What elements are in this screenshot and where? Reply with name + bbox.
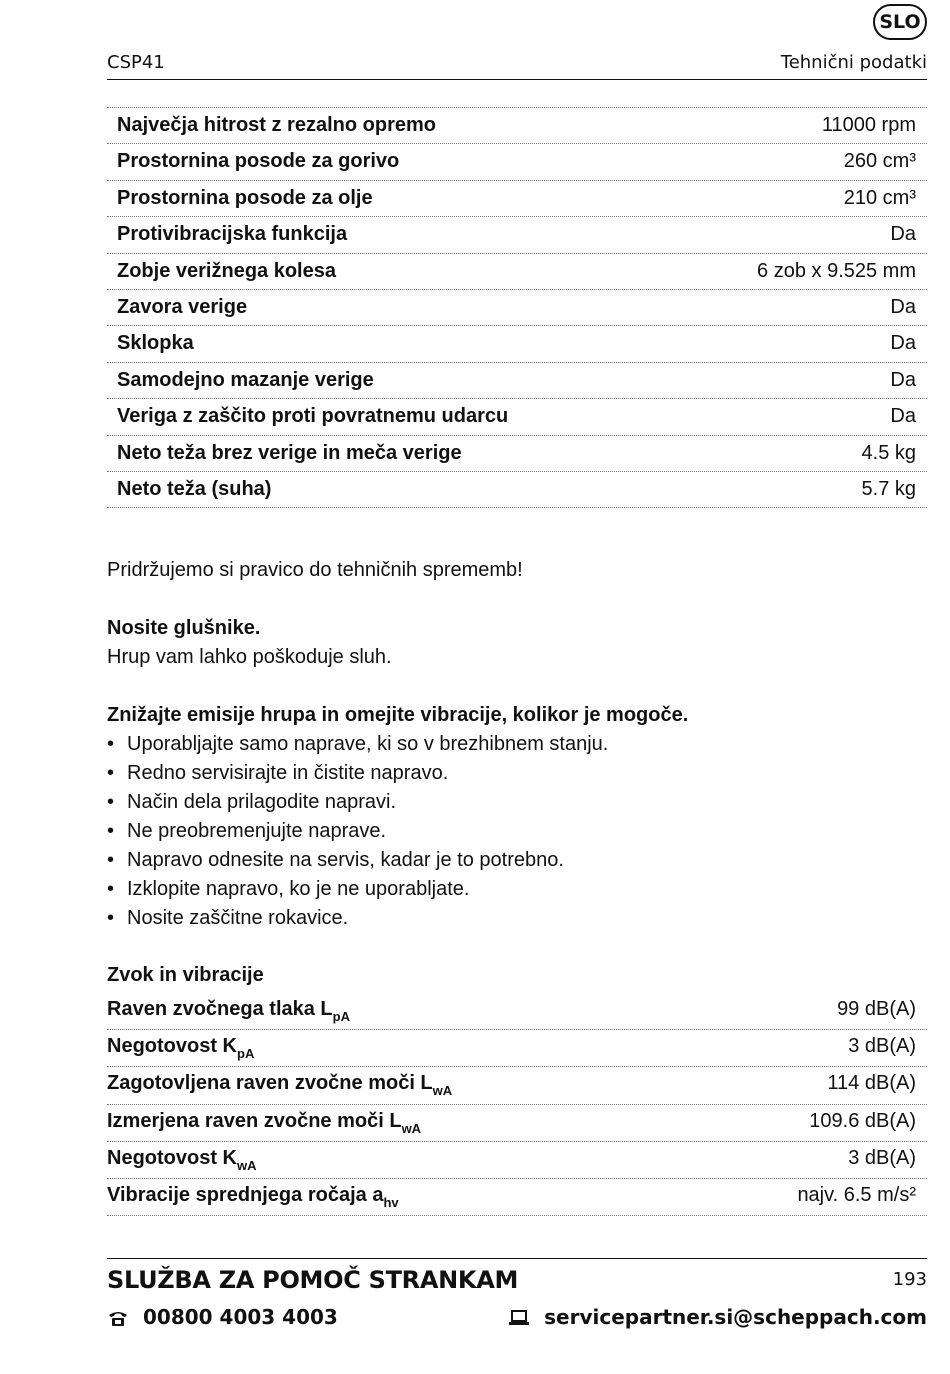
page-header [107,52,927,80]
customer-service-title: SLUŽBA ZA POMOČ STRANKAM [107,1266,519,1294]
spec-label: Prostornina posode za olje [117,186,373,209]
sound-value: 3 dB(A) [848,1035,916,1058]
sound-subscript: wA [401,1120,422,1136]
section-title: Tehnični podatki [780,52,927,73]
spec-label: Protivibracijska funkcija [117,223,348,246]
spec-row [107,399,927,435]
spec-label: Neto teža (suha) [117,477,272,500]
sound-value: najv. 6.5 m/s² [797,1183,916,1206]
spec-value: Da [890,405,916,428]
laptop-icon [508,1305,530,1329]
spec-value: 11000 rpm [821,114,916,136]
sound-label: Raven zvočnega tlaka $L_{pA}$ [107,998,350,1024]
email-contact[interactable] [508,1305,927,1329]
spec-row [107,326,927,362]
language-badge: SLO [873,4,927,40]
sound-value: 114 dB(A) [827,1072,916,1095]
email-address: servicepartner.si@scheppach.com [544,1305,927,1329]
ear-protection-heading: Nosite glušnike. [107,617,261,639]
sound-value: 99 dB(A) [837,998,916,1020]
sound-subscript: pA [237,1046,255,1062]
sound-subscript: wA [237,1157,257,1173]
spec-label: Samodejno mazanje verige [117,368,374,391]
emission-tips-list [107,730,608,933]
sound-subscript: pA [332,1009,350,1024]
ear-protection-text: Hrup vam lahko poškoduje sluh. [107,646,392,668]
list-item: • Uporabljajte samo naprave, ki so v brezhibnem stanju. [107,730,608,759]
spec-row [107,181,927,217]
spec-row [107,144,927,180]
spec-value: 260 cm³ [843,150,916,173]
spec-value: Da [890,295,916,318]
spec-value: 210 cm³ [843,186,916,209]
spec-row [107,254,927,290]
sound-label: Negotovost $K_{pA}$ [107,1035,255,1062]
spec-label: Neto teža brez verige in meča verige [117,441,462,464]
phone-contact[interactable] [107,1305,338,1329]
list-item: • Nosite zaščitne rokavice. [107,904,608,933]
spec-label: Največja hitrost z rezalno opremo [117,114,436,136]
sound-row [107,1030,927,1067]
phone-number: 00800 4003 4003 [143,1305,338,1329]
list-item: • Ne preobremenjujte naprave. [107,817,608,846]
spec-row [107,436,927,472]
sound-value: 109.6 dB(A) [809,1109,916,1132]
sound-label: Vibracije sprednjega ročaja $a_{hv}$ [107,1183,399,1210]
spec-value: Da [890,368,916,391]
sound-row [107,1179,927,1216]
spec-row [107,363,927,399]
sound-label: Zagotovljena raven zvočne moči $L_{wA}$ [107,1072,453,1099]
sound-subscript: wA [432,1083,453,1099]
sound-label: Negotovost $K_{wA}$ [107,1146,257,1173]
list-item: • Redno servisirajte in čistite napravo. [107,759,608,788]
sound-row [107,1105,927,1142]
model-name: CSP41 [107,52,165,73]
spec-row [107,217,927,253]
telephone-icon [107,1305,129,1329]
page-number: 193 [892,1269,927,1290]
spec-value: 5.7 kg [861,477,916,500]
list-item: • Način dela prilagodite napravi. [107,788,608,817]
spec-row [107,472,927,508]
sound-table [107,993,927,1216]
spec-value: Da [890,223,916,246]
sound-row [107,1067,927,1104]
sound-row [107,993,927,1030]
sound-row [107,1142,927,1179]
list-item: • Izklopite napravo, ko je ne uporabljate. [107,875,608,904]
sound-value: 3 dB(A) [848,1146,916,1169]
sound-heading: Zvok in vibracije [107,964,264,986]
spec-value: 6 zob x 9.525 mm [757,259,916,282]
sound-subscript: hv [383,1194,399,1210]
list-item: • Napravo odnesite na servis, kadar je to potrebno. [107,846,608,875]
spec-value: 4.5 kg [861,441,916,464]
spec-label: Prostornina posode za gorivo [117,150,400,173]
spec-row [107,108,927,144]
spec-label: Sklopka [117,332,194,355]
spec-label: Veriga z zaščito proti povratnemu udarcu [117,405,509,428]
page [107,0,927,1374]
spec-label: Zavora verige [117,295,248,318]
spec-table [107,107,927,508]
reserve-note: Pridržujemo si pravico do tehničnih sprememb! [107,559,523,581]
spec-value: Da [890,332,916,355]
reduce-emissions-heading: Znižajte emisije hrupa in omejite vibracije, kolikor je mogoče. [107,704,689,726]
spec-row [107,290,927,326]
footer-divider [107,1258,927,1259]
sound-label: Izmerjena raven zvočne moči $L_{wA}$ [107,1109,422,1136]
spec-label: Zobje verižnega kolesa [117,259,336,282]
